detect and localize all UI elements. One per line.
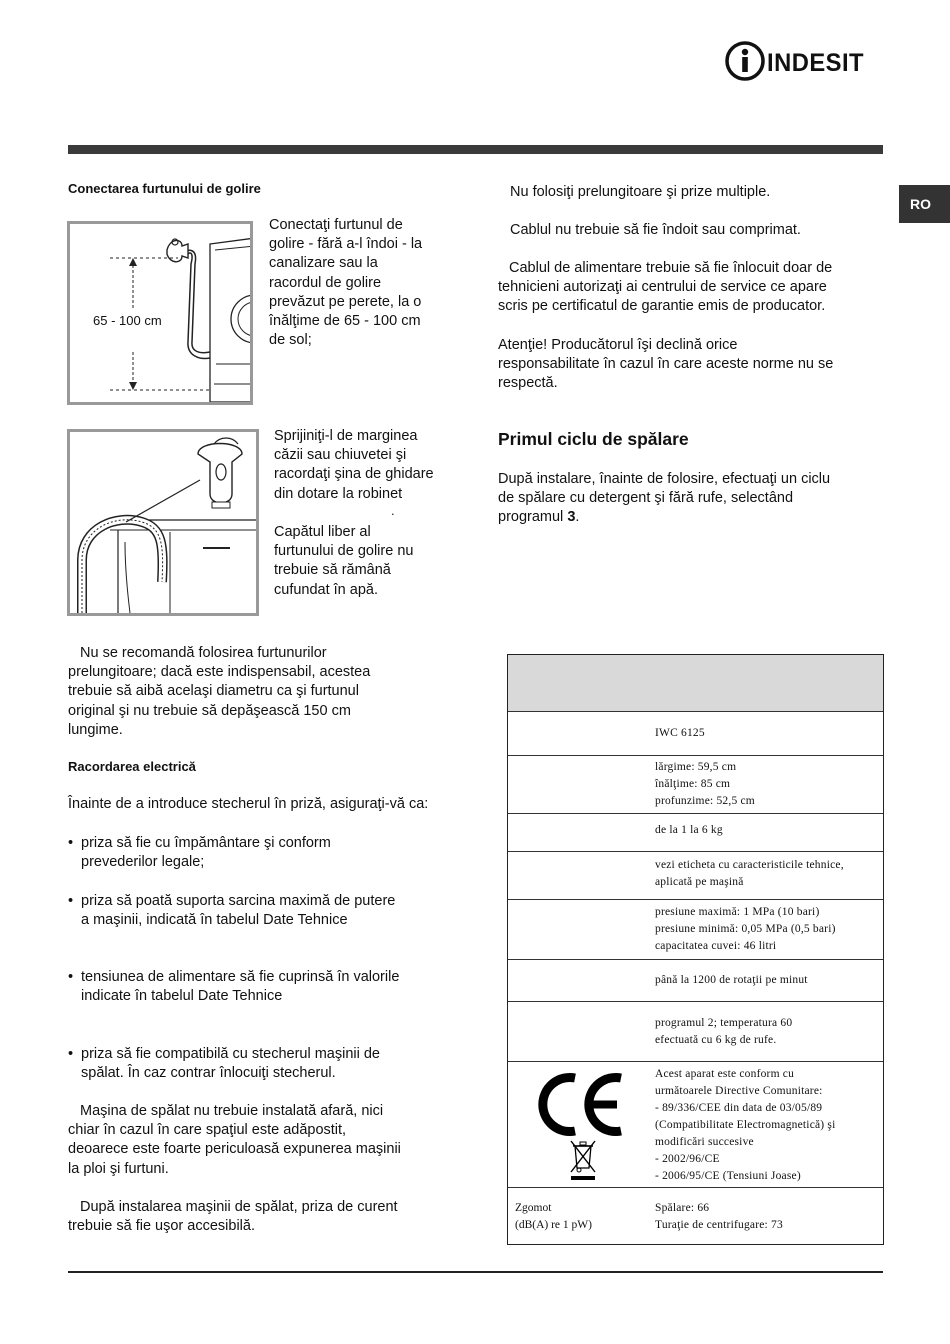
electrical-intro: Înainte de a introduce stecherul în priză, asiguraţi-vă ca: — [68, 796, 429, 812]
brand-logo — [724, 40, 884, 82]
noise-line: Spălare: 66 — [655, 1202, 710, 1214]
test-program-value — [655, 1015, 792, 1049]
noise-line: Turaţie de centrifugare: 73 — [655, 1219, 783, 1231]
bullet-mark: • — [68, 835, 74, 851]
outdoor-line: la ploi şi furtuni. — [68, 1160, 169, 1177]
drain-hose-tub-diagram — [70, 432, 256, 613]
dimensions-value — [655, 759, 755, 810]
warning-line: responsabilitate în cazul în care aceste norme nu se — [498, 356, 834, 373]
fig1-line: Conectaţi furtunul de — [269, 217, 403, 233]
ext-line: trebuie să aibă acelaşi diametru ca şi furtunul — [68, 683, 359, 700]
bullet-item — [81, 892, 395, 930]
bullet-line: priza să fie compatibilă cu stecherul maşinii de — [81, 1046, 380, 1062]
bullet-item — [81, 968, 399, 1006]
directive-line: modificări succesive — [655, 1136, 754, 1148]
height-range-label: 65 - 100 cm — [93, 313, 162, 328]
outdoor-line: deoarece este foarte periculoasă expunerea maşinii — [68, 1141, 401, 1158]
bullet-line: priza să poată suporta sarcina maximă de putere — [81, 893, 396, 909]
bullet-line: prevederilor legale; — [81, 854, 205, 871]
water-line: capacitatea cuvei: 46 litri — [655, 940, 777, 952]
electrical-heading: Racordarea electrică — [68, 759, 196, 774]
bullet-line: indicate în tabelul Date Tehnice — [81, 988, 283, 1005]
fig1-line: canalizare sau la — [269, 255, 378, 272]
fig2-caption — [274, 427, 434, 504]
table-row — [508, 1001, 883, 1062]
test-line: efectuată cu 6 kg de rufe. — [655, 1034, 777, 1046]
cycle-period: . — [575, 509, 580, 526]
technical-data-table — [507, 654, 884, 1245]
directive-line: - 2006/95/CE (Tensiuni Joase) — [655, 1170, 801, 1182]
outdoor-line: chiar în cazul în care spaţiul este adăpostit, — [68, 1122, 347, 1139]
noise-value — [655, 1200, 783, 1234]
fig1-line: de sol; — [269, 332, 312, 349]
bullet-item — [81, 834, 331, 872]
fig2-line: cufundat în apă. — [274, 581, 378, 598]
capacity-value: de la 1 la 6 kg — [655, 824, 723, 836]
cycle-line: După instalare, înainte de folosire, efectuaţi un ciclu — [498, 471, 831, 487]
language-tab — [899, 185, 950, 223]
drain-heading: Conectarea furtunului de golire — [68, 181, 261, 196]
bullet-mark: • — [68, 1046, 74, 1062]
ce-mark-icon — [535, 1072, 625, 1137]
extension-paragraph — [68, 644, 413, 740]
outdoor-line: Maşina de spălat nu trebuie instalată afară, nici — [80, 1103, 384, 1119]
table-row — [508, 813, 883, 852]
cycle-program-word: programul — [498, 509, 564, 526]
directive-line: (Compatibilitate Electromagnetică) şi — [655, 1119, 836, 1131]
water-line: presiune maximă: 1 MPa (10 bari) — [655, 906, 820, 918]
warning-line: Atenţie! Producătorul îşi declină orice — [498, 337, 738, 353]
cable-replace-paragraph — [498, 259, 880, 317]
elec-line: aplicată pe maşină — [655, 876, 744, 888]
directive-line: Acest aparat este conform cu — [655, 1068, 795, 1080]
bullet-line: tensiunea de alimentare să fie cuprinsă în valorile — [81, 969, 400, 985]
bullet-mark: • — [68, 893, 74, 909]
fig1-line: prevăzut pe perete, la o — [269, 293, 422, 310]
cable-bend-text: Cablul nu trebuie să fie îndoit sau comprimat. — [510, 222, 801, 238]
ext-line: original şi nu trebuie să depăşească 150 cm — [68, 702, 351, 719]
brand-name: INDESIT — [767, 49, 865, 77]
bullet-mark: • — [68, 969, 74, 985]
cable-line: scris pe certificatul de garantie emis de producator. — [498, 298, 826, 315]
bottom-rule — [68, 1271, 883, 1273]
ext-line: Nu se recomandă folosirea furtunurilor — [80, 645, 327, 661]
bullet-item — [81, 1045, 380, 1083]
indesit-logo-icon — [724, 40, 766, 82]
dim-height: înălţime: 85 cm — [655, 778, 731, 790]
first-cycle-heading: Primul ciclu de spălare — [498, 429, 689, 449]
fig1-line: înălţime de 65 - 100 cm — [269, 313, 421, 330]
table-row — [508, 851, 883, 900]
fig2-dot: . — [391, 503, 395, 518]
warning-line: respectă. — [498, 375, 558, 392]
top-rule — [68, 145, 883, 154]
ext-line: lungime. — [68, 721, 123, 738]
table-row — [508, 711, 883, 756]
noise-label-line: Zgomot — [515, 1202, 552, 1214]
bullet-line: spălat. În caz contrar înlocuiţi stecherul. — [81, 1065, 336, 1082]
table-row — [508, 1061, 883, 1188]
spin-value: până la 1200 de rotaţii pe minut — [655, 974, 808, 986]
fig1-line: racordul de golire — [269, 274, 382, 291]
water-value — [655, 904, 836, 955]
elec-line: vezi eticheta cu caracteristicile tehnice, — [655, 859, 844, 871]
fig2-line: trebuie să rămână — [274, 562, 391, 579]
test-line: programul 2; temperatura 60 — [655, 1017, 793, 1029]
table-row — [508, 1187, 883, 1245]
drain-tub-figure — [67, 429, 259, 616]
drain-height-figure — [67, 221, 253, 405]
directives-value — [655, 1066, 835, 1185]
table-row — [508, 755, 883, 814]
noise-label-line: (dB(A) re 1 pW) — [515, 1219, 592, 1231]
access-paragraph — [68, 1198, 448, 1236]
language-tab-label: RO — [910, 196, 931, 212]
noise-label — [515, 1200, 592, 1234]
table-row — [508, 899, 883, 960]
table-row — [508, 959, 883, 1002]
model-value: IWC 6125 — [655, 727, 705, 739]
cycle-line: de spălare cu detergent şi fără rufe, selectând — [498, 490, 794, 507]
warning-paragraph — [498, 336, 880, 394]
dim-width: lărgime: 59,5 cm — [655, 761, 737, 773]
cycle-program-number: 3 — [567, 509, 576, 526]
electrical-value — [655, 857, 844, 891]
dim-depth: profunzime: 52,5 cm — [655, 795, 755, 807]
table-header — [508, 655, 883, 711]
fig2-line: Capătul liber al — [274, 524, 371, 540]
directive-line: - 2002/96/CE — [655, 1153, 720, 1165]
no-extensions-text: Nu folosiţi prelungitoare şi prize multiple. — [510, 184, 771, 200]
directive-line: următoarele Directive Comunitare: — [655, 1085, 823, 1097]
directive-line: - 89/336/CEE din data de 03/05/89 — [655, 1102, 823, 1114]
fig1-line: golire - fără a-l îndoi - la — [269, 236, 423, 253]
fig2-caption-2 — [274, 523, 413, 600]
weee-bin-icon — [568, 1138, 598, 1182]
outdoor-paragraph — [68, 1102, 448, 1179]
first-cycle-paragraph — [498, 470, 880, 528]
bullet-line: a maşinii, indicată în tabelul Date Tehnice — [81, 912, 348, 929]
fig1-caption — [269, 216, 422, 350]
fig2-line: racordaţi şina de ghidare — [274, 466, 434, 483]
water-line: presiune minimă: 0,05 MPa (0,5 bari) — [655, 923, 836, 935]
access-line: trebuie să fie uşor accesibilă. — [68, 1218, 255, 1235]
ext-line: prelungitoare; dacă este indispensabil, acestea — [68, 664, 371, 681]
fig2-line: furtunului de golire nu — [274, 543, 414, 560]
cycle-line — [498, 508, 880, 527]
access-line: După instalarea maşinii de spălat, priza de curent — [80, 1199, 398, 1215]
cable-line: tehnicieni autorizaţi ai centrului de service ce apare — [498, 279, 827, 296]
bullet-line: priza să fie cu împământare şi conform — [81, 835, 331, 851]
fig2-line: Sprijiniţi-l de marginea — [274, 428, 418, 444]
cable-line: Cablul de alimentare trebuie să fie înlocuit doar de — [509, 260, 833, 276]
fig2-line: căzii sau chiuvetei şi — [274, 447, 407, 464]
fig2-line: din dotare la robinet — [274, 485, 403, 502]
